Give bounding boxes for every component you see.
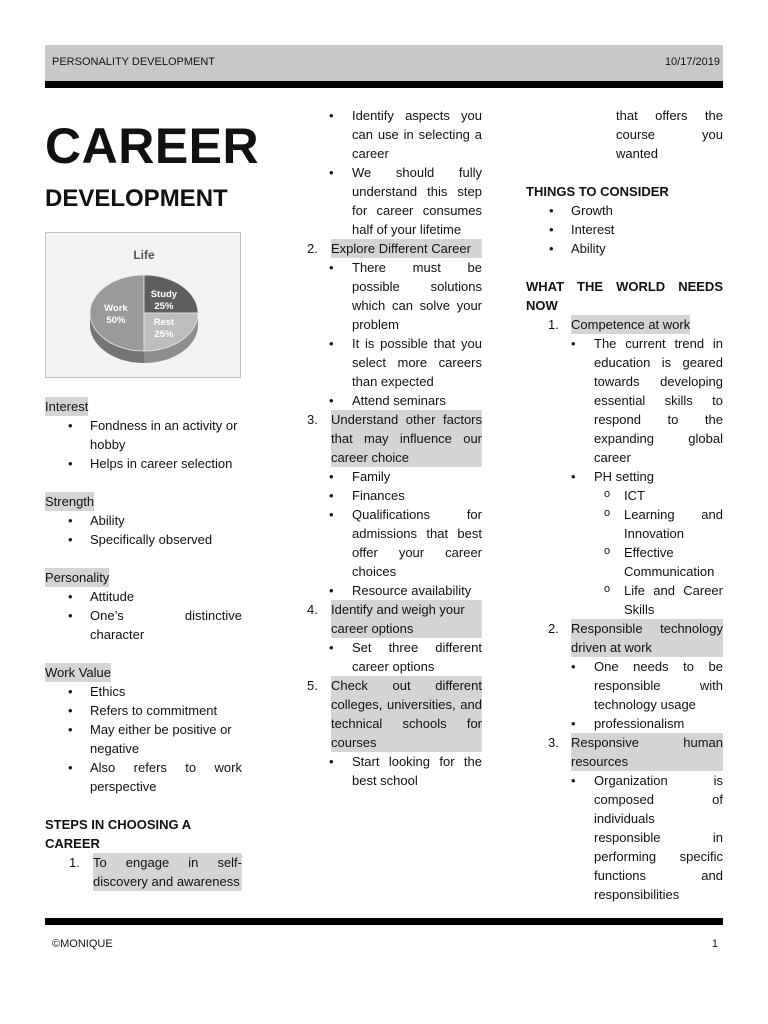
sub-item: o Learning and Innovation — [594, 505, 723, 543]
interest-section — [45, 397, 242, 473]
step-4 — [307, 600, 482, 676]
list-item — [549, 467, 723, 619]
sub-item: o Life and Career Skills — [594, 581, 723, 619]
need-label: Responsive human resources — [571, 735, 723, 769]
header-title: PERSONALITY DEVELOPMENT — [52, 56, 216, 68]
life-pie-chart — [45, 232, 241, 378]
need-label: Responsible technology driven at work — [571, 621, 723, 655]
step-label: Understand other factors that may influence our career choice — [331, 412, 482, 465]
work-value-section — [45, 663, 242, 796]
step-label: Explore Different Career — [331, 239, 482, 258]
list-item: • Resource availability — [307, 581, 482, 600]
list-item: • Finances — [307, 486, 482, 505]
page-subtitle: DEVELOPMENT — [45, 185, 228, 212]
list-item: • Ethics — [45, 682, 242, 701]
need-1 — [526, 315, 723, 619]
sub-item: o ICT — [594, 486, 723, 505]
list-item: • Ability — [45, 511, 242, 530]
list-item: • We should fully understand this step for career consumes half of your lifetime — [307, 163, 482, 239]
list-item: • Helps in career selection — [45, 454, 242, 473]
column-left — [45, 106, 260, 891]
work-value-heading: Work Value — [45, 665, 111, 680]
list-item: • There must be possible solutions which can solve your problem — [307, 258, 482, 334]
need-number: 3. — [548, 735, 559, 750]
list-item-label: PH setting — [594, 469, 654, 484]
page-number: 1 — [711, 938, 718, 950]
personality-heading: Personality — [45, 570, 110, 585]
list-item: • Also refers to work perspective — [45, 758, 242, 796]
continued-text: that offers the course you wanted — [616, 108, 723, 161]
pie-chart-svg — [46, 233, 242, 379]
list-item: • It is possible that you select more careers than expected — [307, 334, 482, 391]
need-number: 2. — [548, 621, 559, 636]
list-item: • One needs to be responsible with technology usage — [549, 657, 723, 714]
need-3 — [526, 733, 723, 904]
list-item: • Organization is composed of individuals responsible in performing specific functions and responsibilities — [549, 771, 723, 904]
list-item: • The current trend in education is geared towards developing essential skills to respond to the expanding global career — [549, 334, 723, 467]
pie-label-study: Study 25% — [150, 289, 178, 312]
list-item: • professionalism — [549, 714, 723, 733]
list-item: • Interest — [526, 220, 723, 239]
page-title: CAREER — [45, 118, 260, 174]
list-item: • Fondness in an activity or hobby — [45, 416, 242, 454]
step-number: 4. — [307, 602, 318, 617]
world-heading: WHAT THE WORLD NEEDS NOW — [526, 279, 723, 313]
things-heading: THINGS TO CONSIDER — [526, 184, 669, 199]
sub-item: o Effective Communication — [594, 543, 723, 581]
column-middle — [307, 106, 482, 790]
list-item: • Attend seminars — [307, 391, 482, 410]
step-label: To engage in self-discovery and awareness — [93, 855, 242, 889]
pie-label-rest: Rest 25% — [153, 317, 175, 340]
list-item: • Attitude — [45, 587, 242, 606]
step-number: 5. — [307, 678, 318, 693]
list-item: • Refers to commitment — [45, 701, 242, 720]
list-item: • Growth — [526, 201, 723, 220]
step-label: Identify and weigh your career options — [331, 600, 482, 638]
pie-label-work: Work 50% — [104, 303, 128, 326]
footer-author: ©MONIQUE — [52, 938, 113, 950]
list-item: • One’s distinctive character — [45, 606, 242, 644]
need-label: Competence at work — [571, 317, 691, 332]
bottom-rule — [45, 918, 723, 925]
step-3 — [307, 410, 482, 600]
step-5 — [307, 676, 482, 790]
personality-section — [45, 568, 242, 644]
need-number: 1. — [548, 317, 559, 332]
list-item: • May either be positive or negative — [45, 720, 242, 758]
step-number: 2. — [307, 241, 318, 256]
list-item: • Start looking for the best school — [307, 752, 482, 790]
list-item: • Ability — [526, 239, 723, 258]
step-1 — [69, 853, 242, 891]
list-item: • Qualifications for admissions that best offer your career choices — [307, 505, 482, 581]
step-2 — [307, 239, 482, 410]
step-number: 3. — [307, 412, 318, 427]
list-item: • Specifically observed — [45, 530, 242, 549]
list-item: • Identify aspects you can use in selecting a career — [307, 106, 482, 163]
column-right — [526, 106, 723, 904]
top-rule — [45, 81, 723, 88]
list-item: • Set three different career options — [307, 638, 482, 676]
steps-heading: STEPS IN CHOOSING A CAREER — [45, 817, 191, 851]
strength-section — [45, 492, 242, 549]
strength-heading: Strength — [45, 494, 95, 509]
interest-heading: Interest — [45, 399, 89, 414]
step-number: 1. — [69, 855, 80, 870]
need-2 — [526, 619, 723, 733]
list-item: • Family — [307, 467, 482, 486]
step-label: Check out different colleges, universities, and technical schools for courses — [331, 678, 482, 750]
chart-title: Life — [133, 248, 155, 262]
header-date: 10/17/2019 — [664, 56, 720, 68]
